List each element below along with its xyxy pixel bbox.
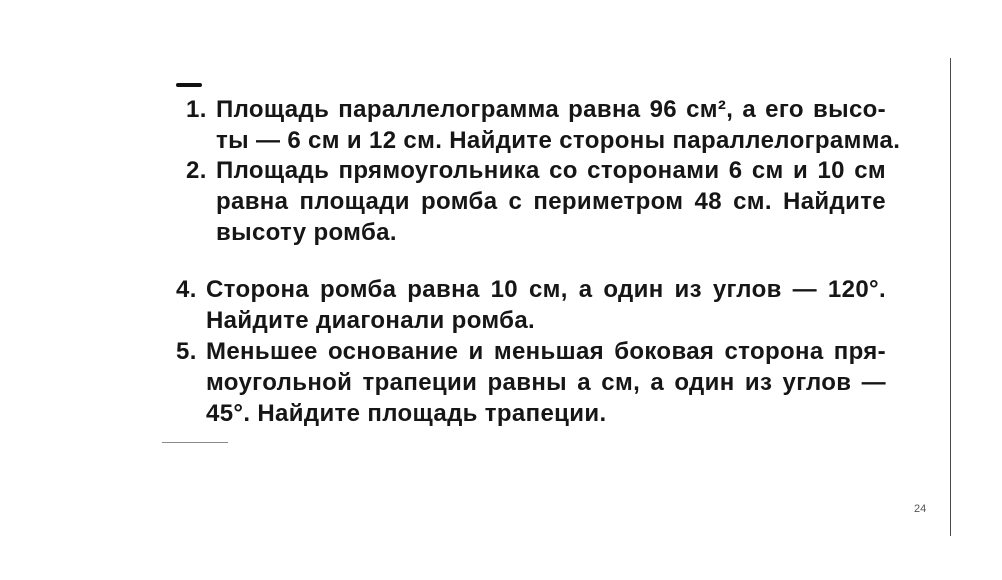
problem-4 xyxy=(176,274,886,336)
footnote-rule xyxy=(162,442,228,443)
problem-text-line: 45°. Найдите площадь трапеции. xyxy=(206,400,607,427)
problem-text-line: Меньшее основание и меньшая боковая сторона пря- xyxy=(206,338,886,365)
problem-2 xyxy=(186,155,886,248)
problem-number: 4. xyxy=(176,276,197,303)
problem-number: 5. xyxy=(176,338,197,365)
top-dash-mark xyxy=(176,83,202,87)
problem-number: 2. xyxy=(186,157,207,184)
problem-1 xyxy=(186,94,901,156)
problem-text-line: Найдите диагонали ромба. xyxy=(206,307,536,334)
problem-5 xyxy=(176,336,886,429)
problem-text-line: ты — 6 см и 12 см. Найдите стороны параллелограмма. xyxy=(216,127,901,154)
problem-text-line: Сторона ромба равна 10 см, а один из углов — 120°. xyxy=(206,276,886,303)
problem-text-line: Площадь параллелограмма равна 96 см², а его высо- xyxy=(216,96,886,123)
problem-text-line: моугольной трапеции равны a см, а один из углов — xyxy=(206,369,886,396)
problem-text-line: высоту ромба. xyxy=(216,219,397,246)
problem-text-line: Площадь прямоугольника со сторонами 6 см и 10 см xyxy=(216,157,886,184)
problem-text-line: равна площади ромба с периметром 48 см. Найдите xyxy=(216,188,886,215)
page-number: 24 xyxy=(914,503,927,515)
problem-number: 1. xyxy=(186,96,207,123)
right-border-line xyxy=(950,58,951,536)
